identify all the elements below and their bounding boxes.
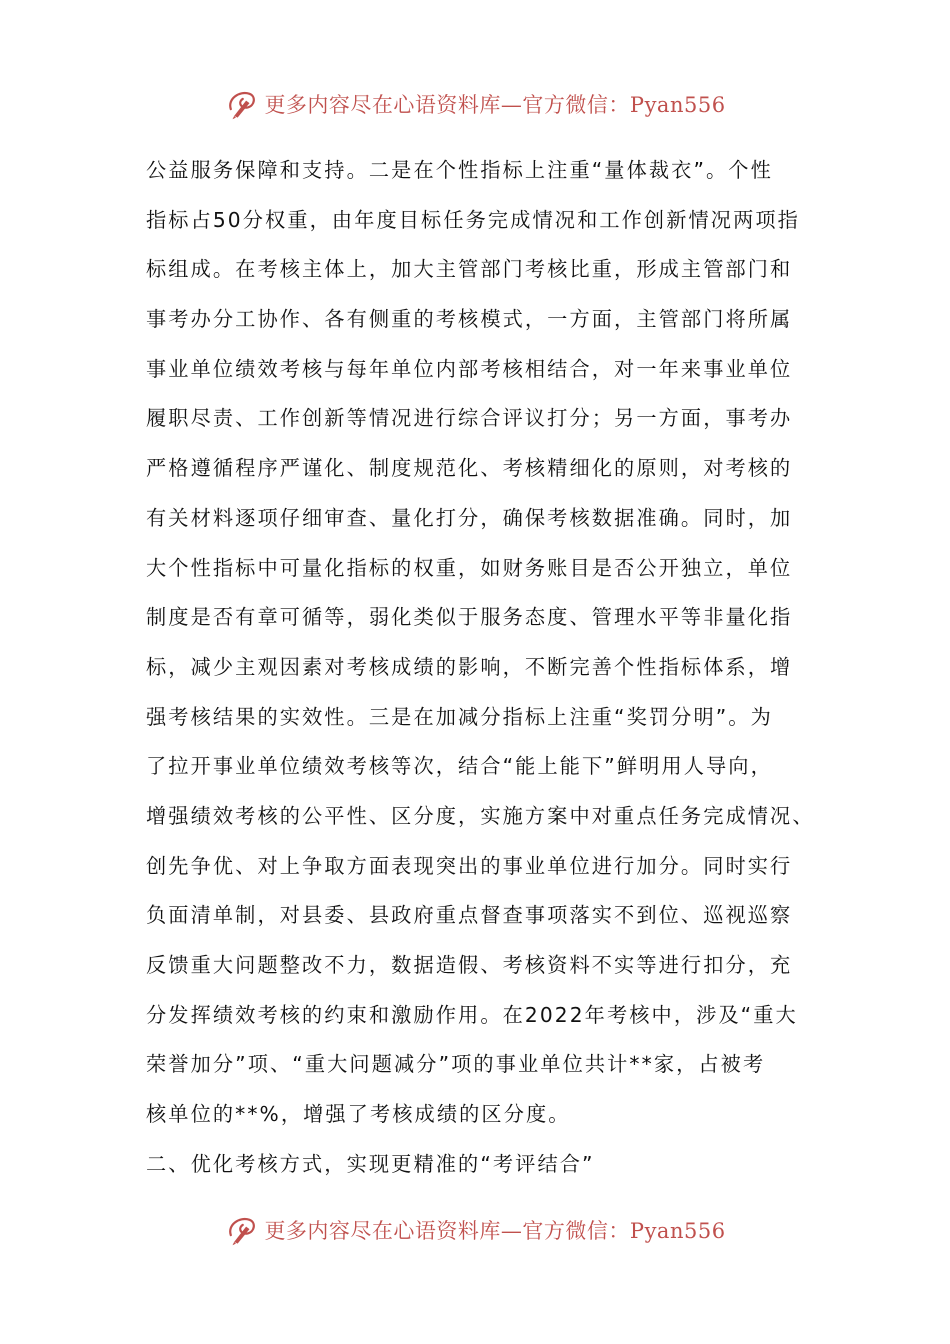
- pen-swirl-logo-icon: [224, 1213, 258, 1247]
- body-line: 负面清单制，对县委、县政府重点督查事项落实不到位、巡视巡察: [146, 903, 793, 928]
- body-line: 核单位的**%，增强了考核成绩的区分度。: [146, 1102, 571, 1127]
- body-line: 有关材料逐项仔细审查、量化打分，确保考核数据准确。同时，加: [146, 505, 793, 530]
- body-line: 大个性指标中可量化指标的权重，如财务账目是否公开独立，单位: [146, 555, 793, 580]
- body-line: 制度是否有章可循等，弱化类似于服务态度、管理水平等非量化指: [146, 605, 793, 630]
- body-line: 公益服务保障和支持。二是在个性指标上注重“量体裁衣”。个性: [146, 158, 773, 182]
- footer-banner-text: 更多内容尽在心语资料库—官方微信：Pyan556: [264, 1219, 726, 1243]
- body-line: 创先争优、对上争取方面表现突出的事业单位进行加分。同时实行: [146, 853, 793, 878]
- body-line: 标，减少主观因素对考核成绩的影响，不断完善个性指标体系，增: [146, 654, 793, 679]
- body-line: 事考办分工协作、各有侧重的考核模式，一方面，主管部门将所属: [146, 307, 793, 332]
- body-line: 事业单位绩效考核与每年单位内部考核相结合，对一年来事业单位: [146, 356, 793, 381]
- section-heading: 二、优化考核方式，实现更精准的“考评结合”: [146, 1151, 595, 1176]
- body-line: 分发挥绩效考核的约束和激励作用。在2022年考核中，涉及“重大: [146, 1002, 798, 1027]
- body-line: 标组成。在考核主体上，加大主管部门考核比重，形成主管部门和: [146, 257, 793, 282]
- body-line: 了拉开事业单位绩效考核等次，结合“能上能下”鲜明用人导向，: [146, 754, 773, 779]
- body-line: 反馈重大问题整改不力，数据造假、考核资料不实等进行扣分，充: [146, 953, 793, 977]
- header-banner-text: 更多内容尽在心语资料库—官方微信：Pyan556: [264, 93, 726, 117]
- document-body: [146, 146, 818, 1189]
- body-line: 荣誉加分”项、“重大问题减分”项的事业单位共计**家，占被考: [146, 1052, 766, 1077]
- body-line: 强考核结果的实效性。三是在加减分指标上注重“奖罚分明”。为: [146, 704, 773, 729]
- body-line: 严格遵循程序严谨化、制度规范化、考核精细化的原则，对考核的: [146, 456, 793, 481]
- footer-banner: [0, 1210, 950, 1250]
- body-line: 增强绩效考核的公平性、区分度，实施方案中对重点任务完成情况、: [146, 803, 815, 828]
- body-line: 指标占50分权重，由年度目标任务完成情况和工作创新情况两项指: [146, 207, 800, 232]
- body-line: 履职尽责、工作创新等情况进行综合评议打分；另一方面，事考办: [146, 406, 793, 431]
- header-banner: [0, 84, 950, 124]
- pen-swirl-logo-icon: [224, 87, 258, 121]
